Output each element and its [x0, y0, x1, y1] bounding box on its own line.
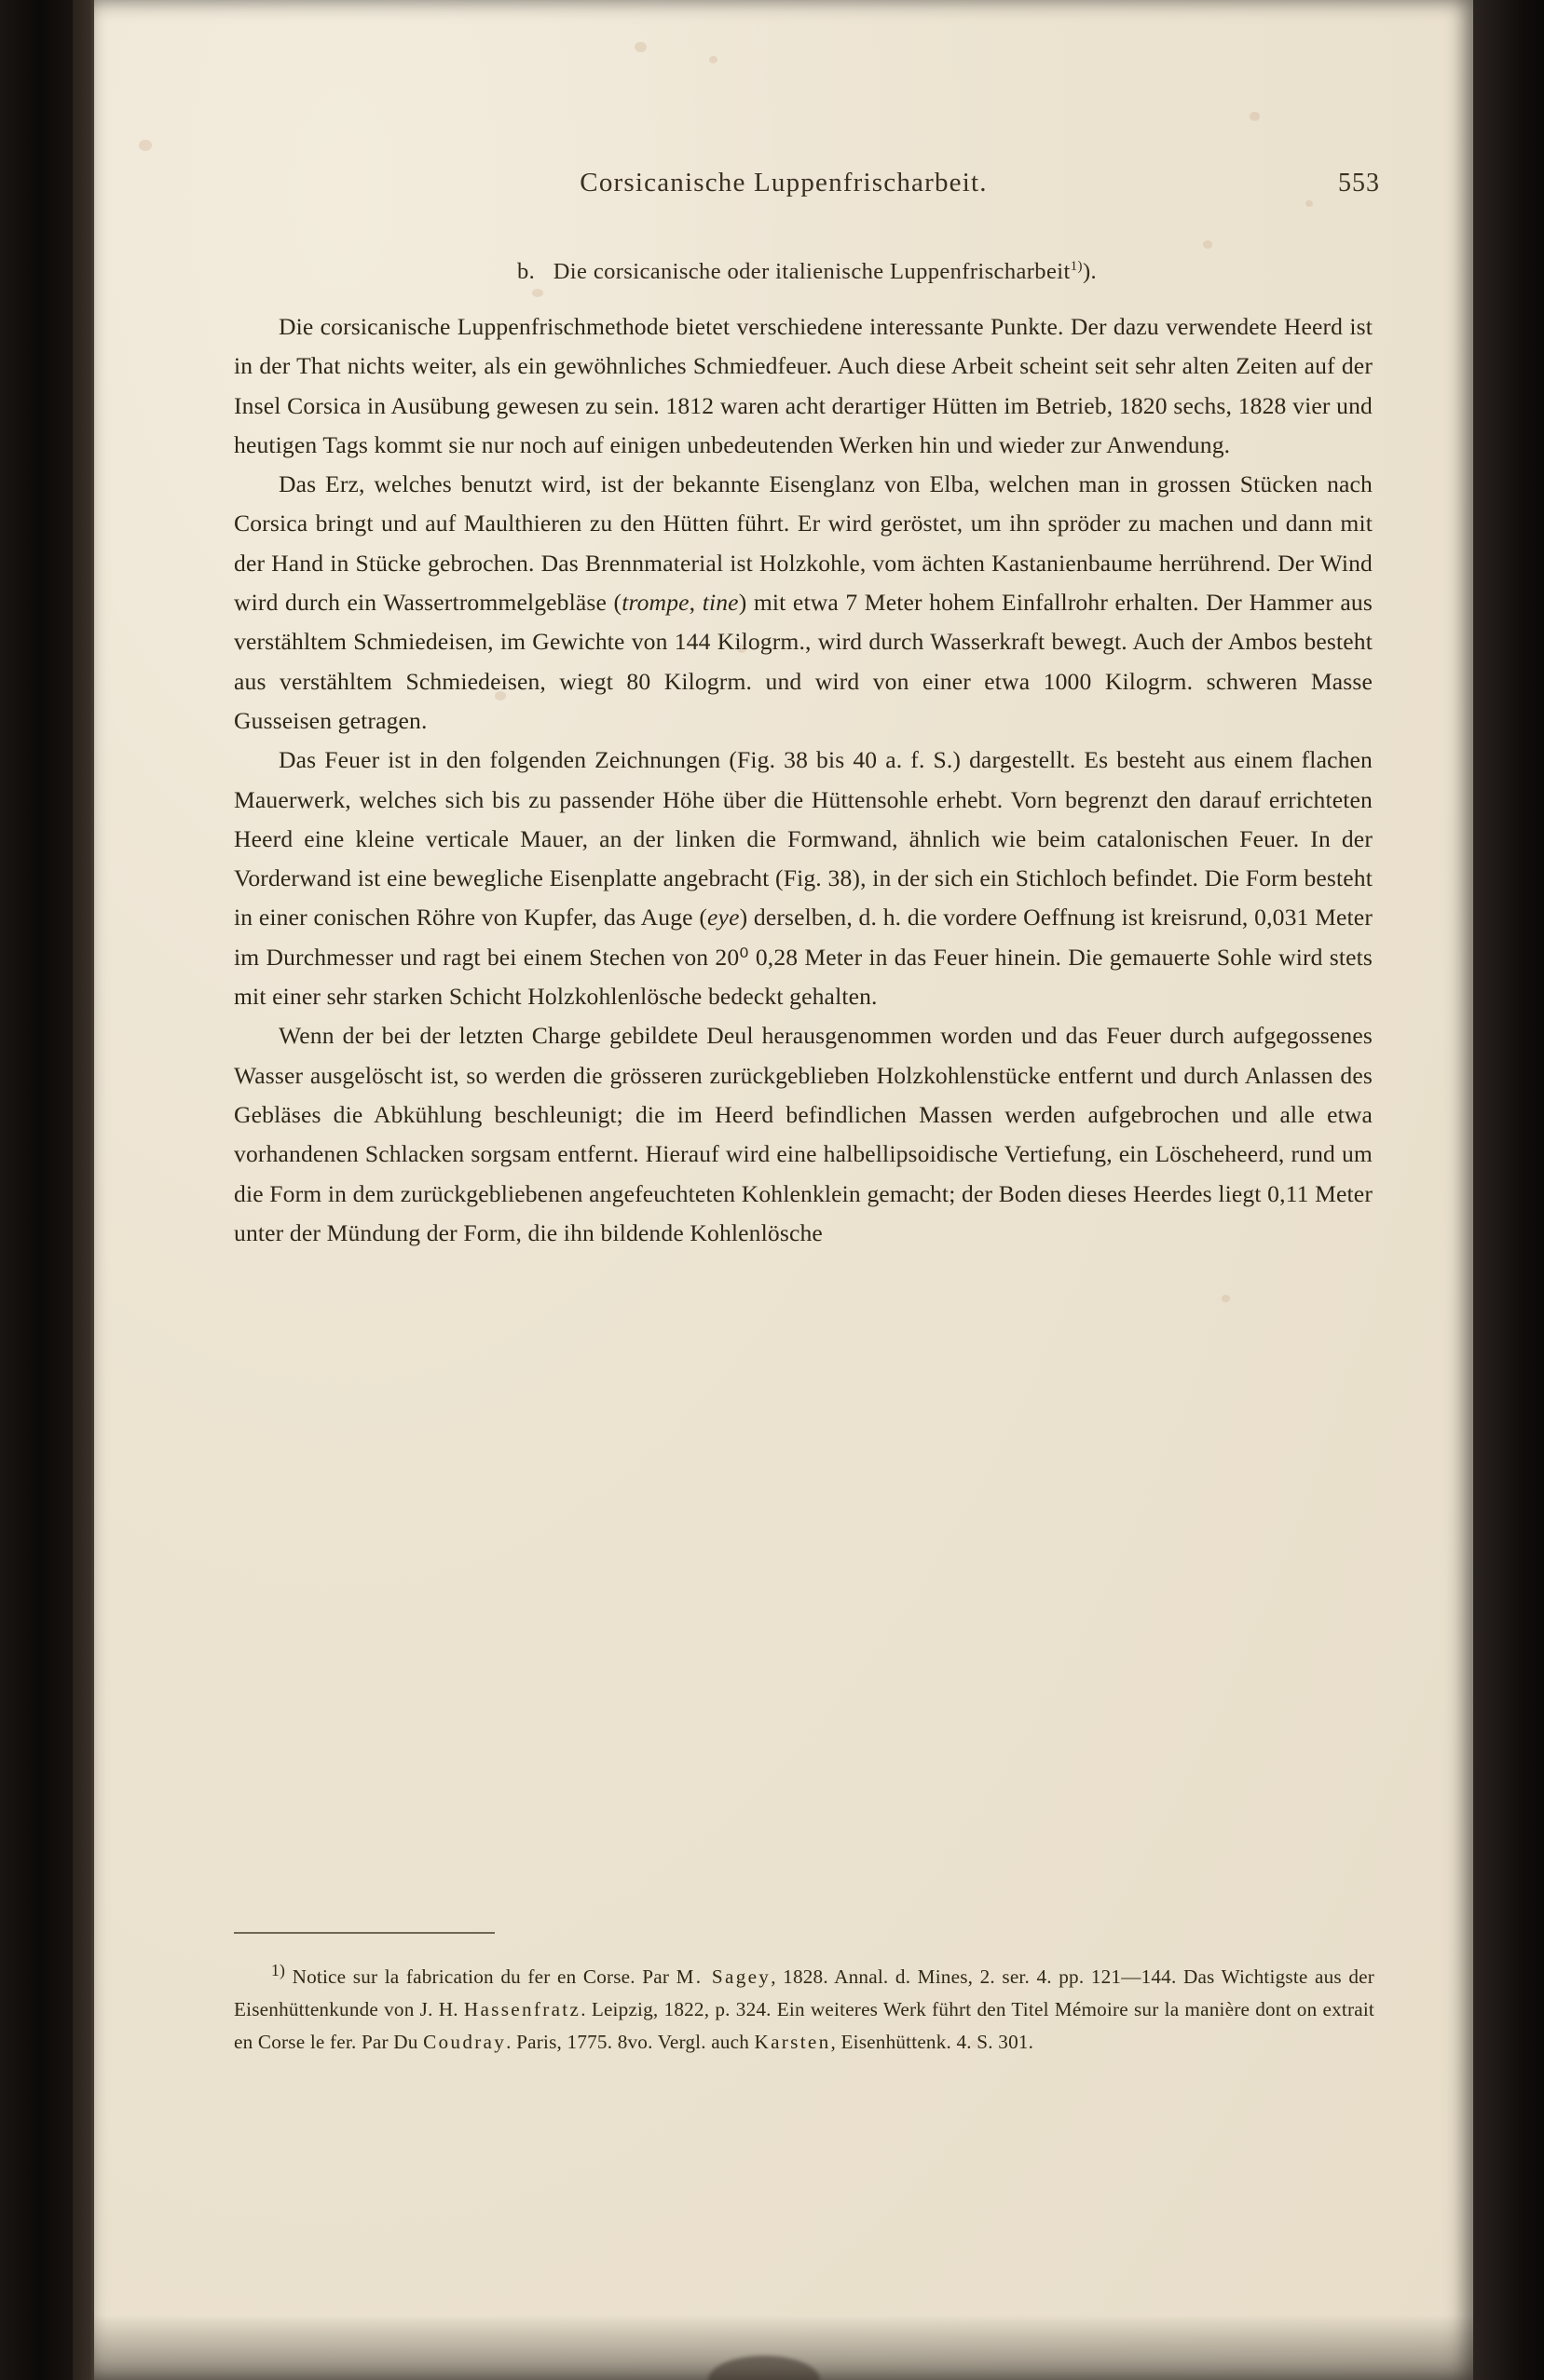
footnote-line-5a: Paris, 1775. 8vo. Vergl. auch — [516, 2031, 755, 2054]
paragraph-2: Das Erz, welches benutzt wird, ist der bekannte Eisenglanz von Elba, welchen man in grossen Stücken nach Corsica bringt und auf Maulthieren zu den Hütten führt. Er wird geröstet, um ihn spröder zu machen und dann mit der Hand in Stücke gebrochen. Das Brennmaterial ist Holzkohle, vom ächten Kastanienbaume herrührend. Der Wind wird durch ein Wassertrommelgebläse (trompe, tine) mit etwa 7 Meter hohem Einfallrohr erhalten. Der Hammer aus verstähltem Schmiedeisen, im Gewichte von 144 Kilogrm., wird durch Wasserkraft bewegt. Auch der Ambos besteht aus verstähltem Schmiedeisen, wiegt 80 Kilogrm. und wird von einer etwa 1000 Kilogrm. schweren Masse Gusseisen getragen. — [234, 470, 1373, 734]
footnote-author-coudray: Coudray — [423, 2031, 507, 2054]
book-gutter-shadow — [0, 0, 73, 2380]
footnote-line-2: d. Mines, 2. ser. 4. pp. 121—144. Das Wichtigste aus der Eisenhüttenkunde von — [234, 1965, 1374, 2021]
page-number: 553 — [1338, 169, 1380, 197]
footnote-rule — [234, 1932, 495, 1934]
paragraph-1: Die corsicanische Luppenfrischmethode bietet verschiedene interessante Punkte. Der dazu verwendete Heerd ist in der That nichts weiter, als ein gewöhnliches Schmiedfeuer. Auch diese Arbeit scheint seit sehr alten Zeiten auf der Insel Corsica in Ausübung gewesen zu sein. 1812 waren acht derartiger Hütten im Betrieb, 1820 sechs, 1828 vier und heutigen Tags kommt sie nur noch auf einigen unbedeutenden Werken hin und wieder zur Anwendung. — [234, 313, 1373, 458]
footnote-line-3c: . Leipzig, 1822, p. 324. Ein weiteres Werk führt den Titel — [581, 1998, 1049, 2021]
paragraph-4: Wenn der bei der letzten Charge gebildete Deul herausgenommen worden und das Feuer durch aufgegossenes Wasser ausgelöscht ist, so werden die grösseren zurückgeblieben Holzkohlenstücke entfernt und durch Anlassen des Gebläses die Abkühlung beschleunigt; die im Heerd befindlichen Massen werden aufgebrochen und alle etwa vorhandenen Schlacken sorgsam entfernt. Hierauf wird eine halbellipsoidische Vertiefung, ein Löscheheerd, rund um die Form in dem zurückgebliebenen angefeuchteten Kohlenklein gemacht; der Boden dieses Heerdes liegt 0,11 Meter unter der Mündung der Form, die ihn bildende Kohlenlösche — [234, 1022, 1373, 1246]
footnote-line-1a: Notice sur la fabrication du fer en Corse. Par — [292, 1965, 676, 1989]
footnote-line-5c: , Eisenhüttenk. 4. S. 301. — [830, 2031, 1034, 2054]
running-head — [234, 168, 1380, 198]
section-heading-text: Die corsicanische oder italienische Luppenfrischarbeit — [553, 259, 1071, 285]
footnote-author-karsten: Karsten — [754, 2031, 831, 2054]
footnote-line-4a: Mémoire sur la manière dont on extrait en Corse le fer. Par Du — [234, 1998, 1375, 2054]
section-heading-prefix: b. — [516, 259, 536, 285]
page-paper — [94, 0, 1473, 2380]
section-heading: b. Die corsicanische oder italienische Luppenfrischarbeit$^{1)}$). — [516, 259, 1098, 285]
footnote-line-3a: J. H. — [419, 1998, 464, 2021]
paragraph-3: Das Feuer ist in den folgenden Zeichnungen (Fig. 38 bis 40 a. f. S.) dargestellt. Es besteht aus einem flachen Mauerwerk, welches sich bis zu passender Höhe über die Hüttensohle erhebt. Vorn begrenzt den darauf errichteten Heerd eine kleine verticale Mauer, an der linken die Formwand, ähnlich wie beim catalonischen Feuer. In der Vorderwand ist eine bewegliche Eisenplatte angebracht (Fig. 38), in der sich ein Stichloch befindet. Die Form besteht in einer conischen Röhre von Kupfer, das Auge (eye) derselben, d. h. die vordere Oeffnung ist kreisrund, 0,031 Meter im Durchmesser und ragt bei einem Stechen von 20⁰ 0,28 Meter in das Feuer hinein. Die gemauerte Sohle wird stets mit einer sehr starken Schicht Holzkohlenlösche bedeckt gehalten. — [234, 746, 1373, 1011]
text-block — [234, 0, 1380, 2380]
footnote-line-1c: , 1828. Annal. — [771, 1965, 889, 1989]
footnote-author-sagey: M. Sagey — [676, 1965, 772, 1989]
footnote-author-hassenfratz: Hassenfratz — [463, 1998, 581, 2021]
page-right-shadow — [1473, 0, 1544, 2380]
footnote-line-4c: . — [506, 2031, 512, 2054]
footnote-marker: 1) — [271, 1961, 286, 1979]
footnote-body — [234, 1954, 1374, 2059]
body-text — [234, 307, 1373, 1253]
paper-speck — [139, 140, 152, 151]
footnote — [234, 1954, 1374, 2059]
running-head-title: Corsicanische Luppenfrischarbeit. — [580, 168, 988, 197]
section-heading-footnote-marker: 1) — [1070, 259, 1083, 274]
